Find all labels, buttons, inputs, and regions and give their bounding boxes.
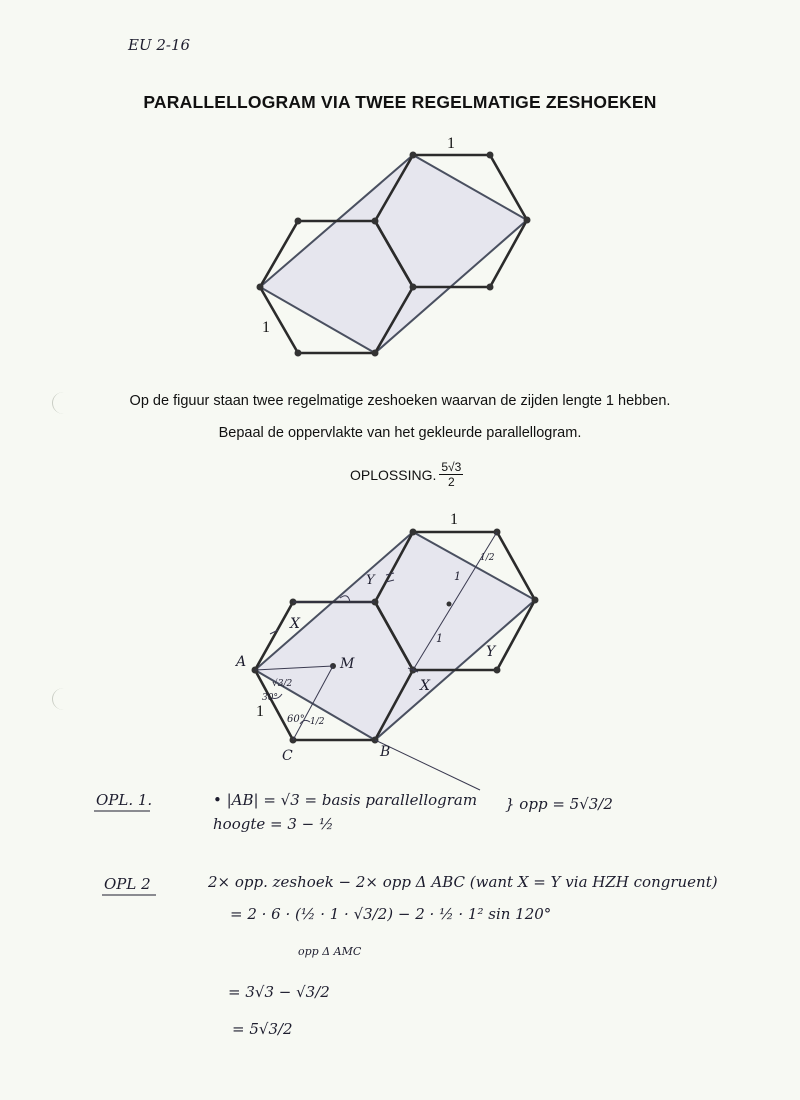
opl2-step1: = 2 · 6 · (½ · 1 · √3/2) − 2 · ½ · 1² sin 120° xyxy=(230,905,552,923)
figure1-top-side-label: 1 xyxy=(447,135,455,152)
mark-y-top: Y xyxy=(366,573,375,588)
mark-x-top: X xyxy=(290,616,300,632)
solution-denominator: 2 xyxy=(447,475,455,489)
label-sqrt3-over-2: √3/2 xyxy=(272,679,293,689)
label-one-diag-b: 1 xyxy=(436,632,443,645)
angle-30: 30° xyxy=(262,693,278,703)
label-half-mid: 1/2 xyxy=(310,717,325,727)
solution-numerator: 5√3 xyxy=(441,460,462,474)
figure2-left-side-label: 1 xyxy=(256,703,264,720)
mark-x-bottom: X xyxy=(420,678,430,694)
page-title: PARALLELLOGRAM VIA TWEE REGELMATIGE ZESHOEKEN xyxy=(143,92,657,112)
opl1-result: } opp = 5√3/2 xyxy=(505,795,613,813)
document-code: EU 2-16 xyxy=(128,36,191,54)
opl2-step2: = 3√3 − √3/2 xyxy=(228,983,330,1001)
point-b-label: B xyxy=(380,744,391,760)
label-one-diag-a: 1 xyxy=(454,570,461,583)
opl2-step3: = 5√3/2 xyxy=(232,1020,293,1038)
problem-line-1: Op de figuur staan twee regelmatige zeshoeken waarvan de zijden lengte 1 hebben. xyxy=(129,393,671,409)
opl2-step1-sub: opp Δ AMC xyxy=(298,945,362,958)
opl2-line1: 2× opp. zeshoek − 2× opp Δ ABC (want X = Y via HZH congruent) xyxy=(208,873,718,891)
opl1-line1: • |AB| = √3 = basis parallellogram xyxy=(213,791,478,809)
opl2-label: OPL 2 xyxy=(104,875,151,893)
point-a-label: A xyxy=(236,654,247,670)
opl1-line2: hoogte = 3 − ½ xyxy=(213,815,334,833)
problem-line-2: Bepaal de oppervlakte van het gekleurde parallellogram. xyxy=(218,425,582,441)
point-m-label: M xyxy=(340,656,355,672)
opl1-label: OPL. 1. xyxy=(96,791,153,809)
mark-y-bottom: Y xyxy=(486,644,496,660)
label-half-right: 1/2 xyxy=(480,553,495,563)
figure1-left-side-label: 1 xyxy=(262,319,270,336)
point-c-label: C xyxy=(282,748,293,764)
angle-60: 60° xyxy=(287,714,305,725)
figure2-top-side-label: 1 xyxy=(450,511,458,528)
solution-label: OPLOSSING. xyxy=(350,466,437,483)
